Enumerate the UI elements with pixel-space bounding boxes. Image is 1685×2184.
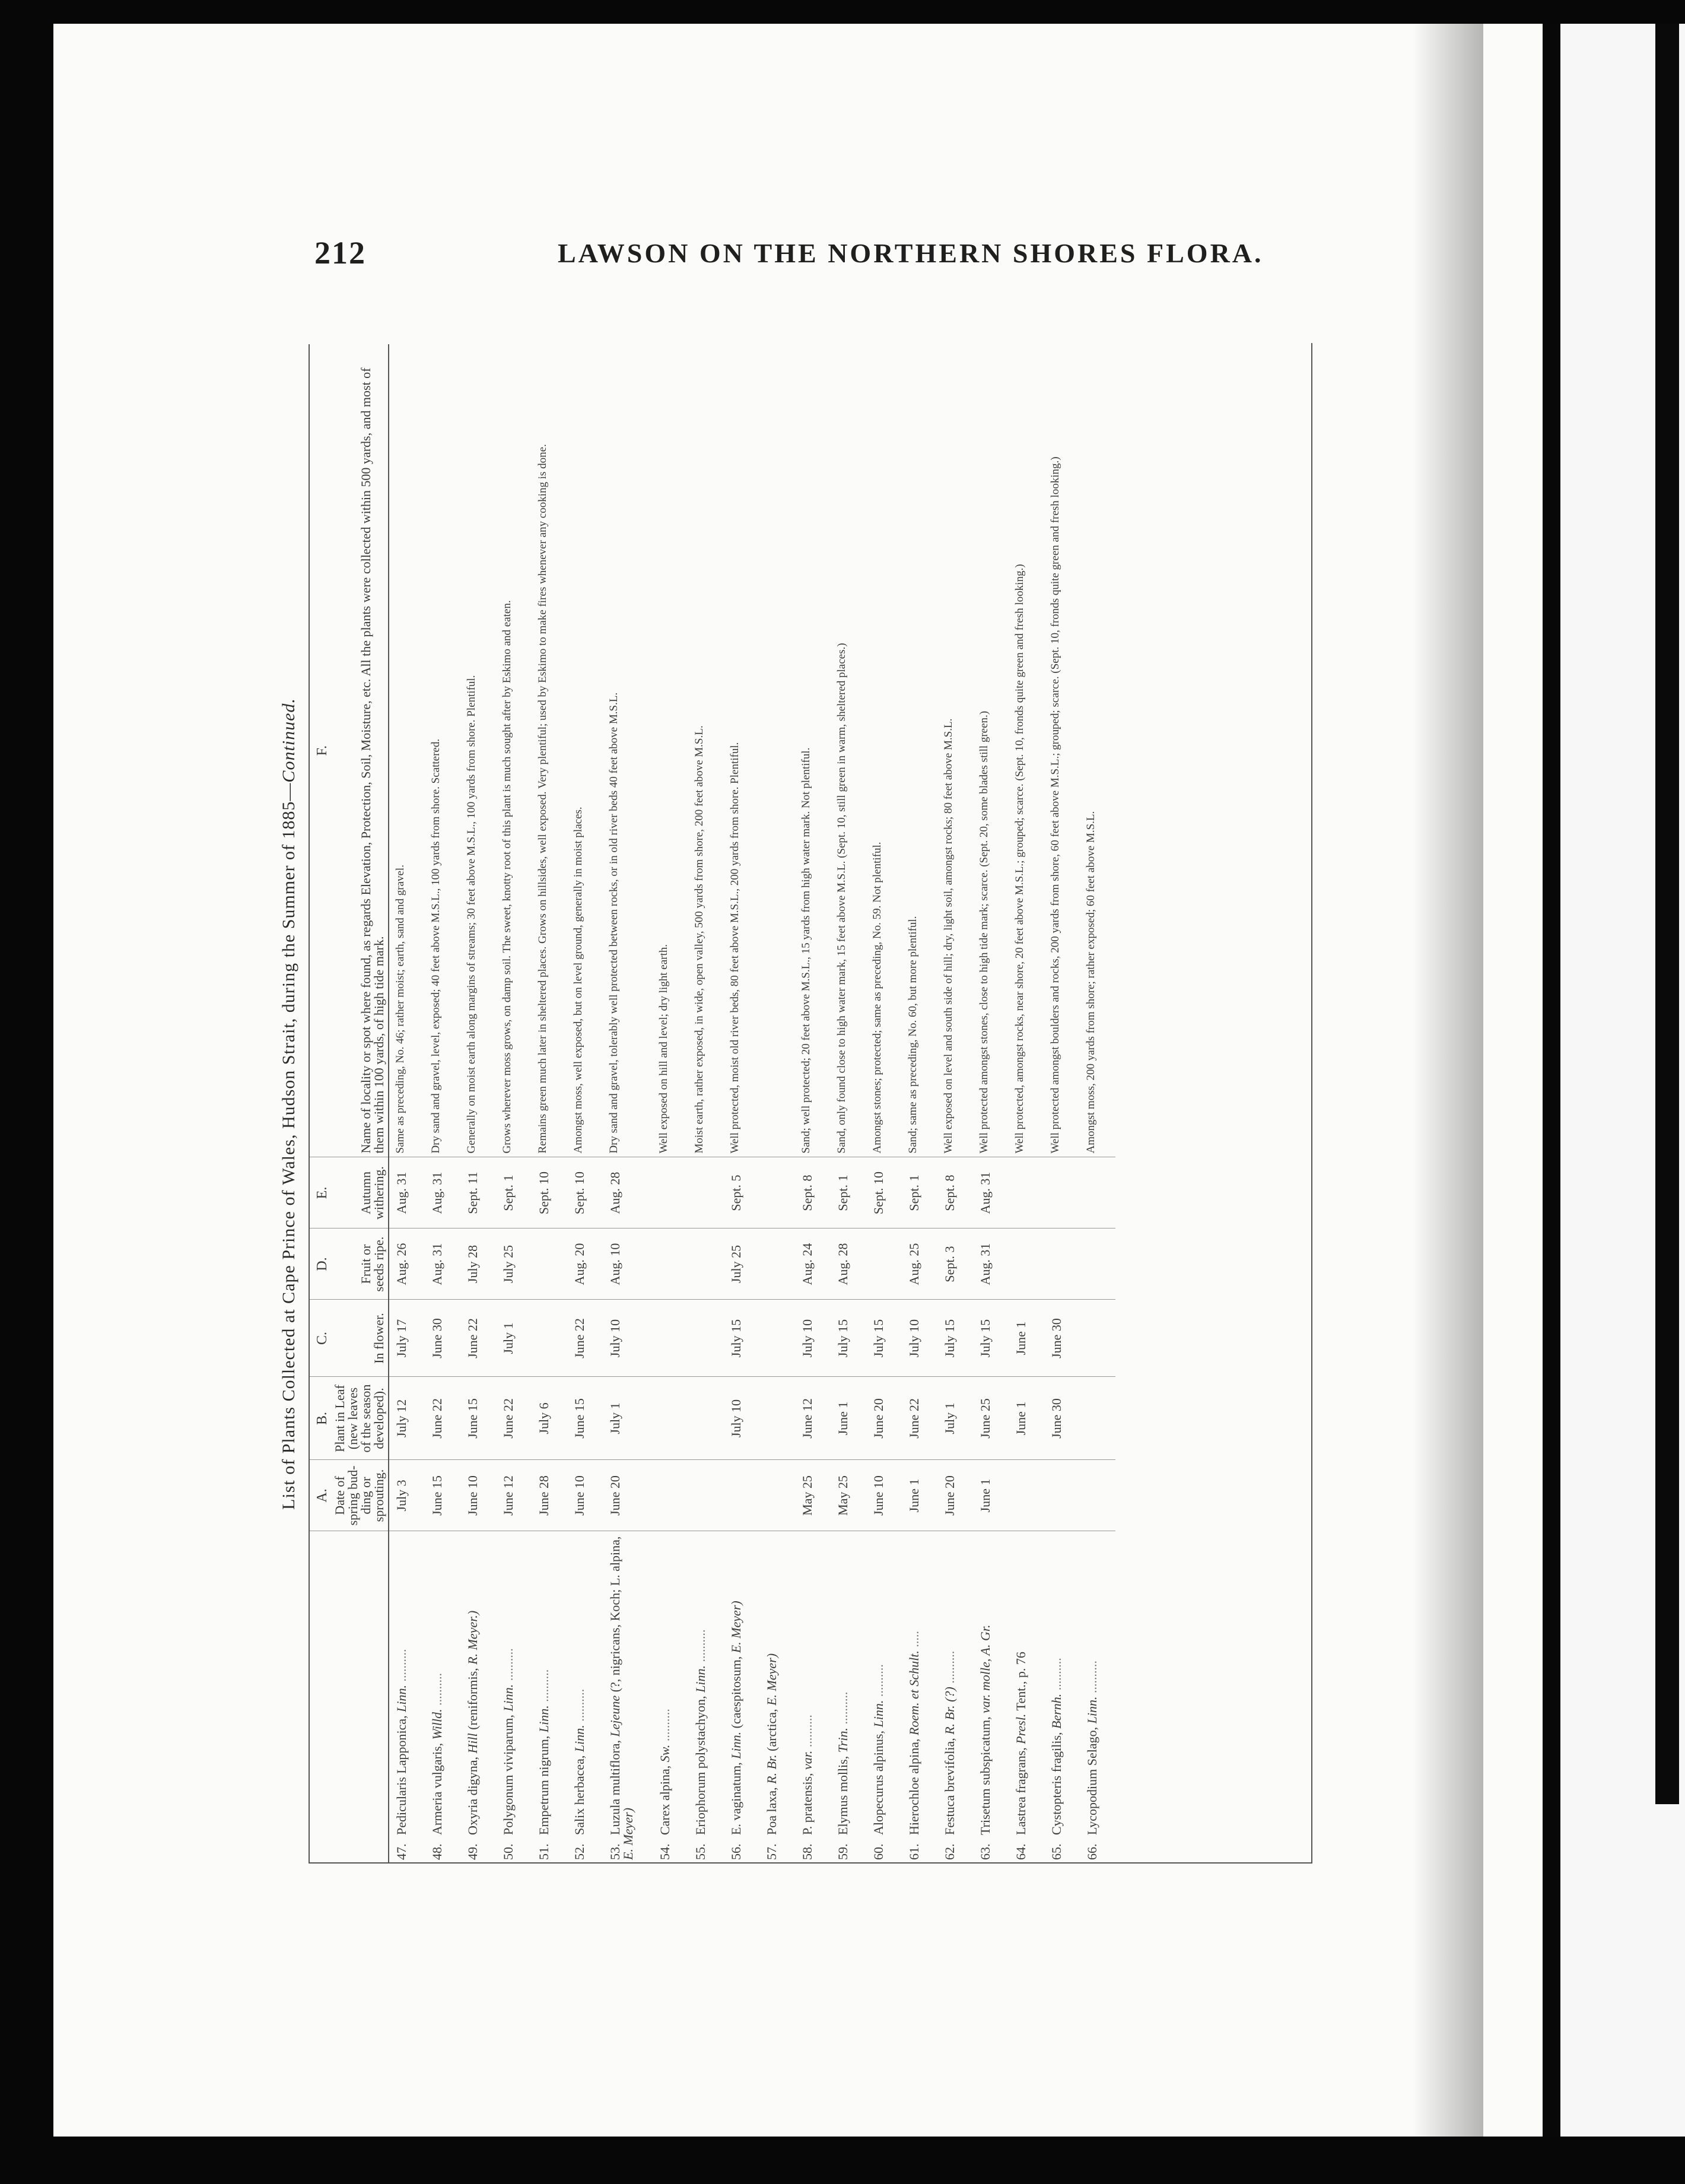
cell-e: [1044, 1157, 1080, 1228]
cell-d: [759, 1228, 795, 1300]
page-number: 212: [314, 235, 366, 271]
plant-author: Linn.: [536, 1705, 551, 1733]
cell-a: June 1: [973, 1460, 1009, 1531]
plant-author: Trin.: [835, 1728, 850, 1753]
plant-author: Presl.: [1013, 1713, 1028, 1744]
table-row: [724, 344, 759, 1864]
cell-f: Amongst stones; protected; same as preceding, No. 59. Not plentiful.: [866, 344, 902, 1157]
row-number: 58.: [800, 1843, 815, 1860]
header-letter-d: D.: [309, 1228, 331, 1300]
plant-author: Linn.: [871, 1700, 886, 1728]
cell-b: [688, 1377, 724, 1460]
cell-b: July 1: [937, 1377, 973, 1460]
table-row: [902, 344, 937, 1864]
cell-b: June 30: [1044, 1377, 1080, 1460]
cell-b: June 12: [795, 1377, 831, 1460]
cell-f: Well exposed on hill and level; dry light earth.: [653, 344, 688, 1157]
plants-table: [309, 344, 1115, 1864]
plant-author: Hill: [465, 1733, 480, 1754]
cell-a: [759, 1460, 795, 1531]
plant-author: Bernh.: [1049, 1693, 1064, 1729]
row-number: 53.: [608, 1843, 622, 1860]
cell-b: June 20: [866, 1377, 902, 1460]
cell-e: Sept. 8: [795, 1157, 831, 1228]
cell-f: Same as preceding, No. 46; rather moist; earth, sand and gravel.: [389, 344, 425, 1157]
row-number: 59.: [835, 1843, 850, 1860]
plant-synonym: (?, nigricans, Koch; L. alpina,: [608, 1536, 622, 1693]
row-number: 52.: [572, 1843, 587, 1860]
cell-b: June 22: [425, 1377, 460, 1460]
cell-e: [1080, 1157, 1115, 1228]
cell-b: July 6: [532, 1377, 567, 1460]
cell-f: Well exposed on level and south side of hill; dry, light soil, amongst rocks; 80 feet above M.S.L.: [937, 344, 973, 1157]
cell-d: July 25: [496, 1228, 532, 1300]
table-row: [937, 344, 973, 1864]
table-header: [309, 344, 389, 1864]
plant-name-cell: [973, 1531, 1009, 1864]
plant-name: Lycopodium Selago,: [1085, 1726, 1099, 1835]
cell-b: June 15: [460, 1377, 496, 1460]
row-number: 60.: [871, 1843, 886, 1860]
cell-d: Aug. 10: [603, 1228, 653, 1300]
cell-d: [1044, 1228, 1080, 1300]
cell-d: Aug. 28: [831, 1228, 866, 1300]
cell-b: July 10: [724, 1377, 759, 1460]
cell-f: Well protected, amongst rocks, near shore, 20 feet above M.S.L.; grouped; scarce. (Sept. 10, fronds quite green and fresh looking.): [1009, 344, 1044, 1157]
plant-author: Linn.: [394, 1685, 409, 1712]
cell-e: [688, 1157, 724, 1228]
plant-name-cell: 58.P. pratensis, var. ..........: [800, 1715, 815, 1860]
cell-e: Sept. 10: [866, 1157, 902, 1228]
plant-name-cell: 62.Festuca brevifolia, R. Br. (?) ..........: [942, 1650, 957, 1860]
cell-d: [532, 1228, 567, 1300]
cell-b: June 22: [902, 1377, 937, 1460]
header-letter-a: A.: [309, 1460, 331, 1531]
cell-f: Well protected amongst boulders and rocks, 200 yards from shore, 60 feet above M.S.L.; grouped; scarce. (Sept. 10, fronds quite green and fresh looking.): [1044, 344, 1080, 1157]
row-number: 50.: [501, 1843, 516, 1860]
cell-a: June 10: [460, 1460, 496, 1531]
table-row: [1009, 344, 1044, 1864]
cell-f: Sand, only found close to high water mark, 15 feet above M.S.L. (Sept. 10, still green in warm, sheltered places.): [831, 344, 866, 1157]
cell-f: Sand; well protected; 20 feet above M.S.L., 15 yards from high water mark. Not plentiful.: [795, 344, 831, 1157]
cell-e: [759, 1157, 795, 1228]
plant-name-cell: [759, 1531, 795, 1864]
row-number: 55.: [693, 1843, 708, 1860]
plant-name: Festuca brevifolia,: [942, 1738, 957, 1835]
cell-f: Generally on moist earth along margins of streams; 30 feet above M.S.L., 100 yards from shore. Plentiful.: [460, 344, 496, 1157]
plant-author: Linn.: [729, 1731, 743, 1759]
plant-author: R. Br.: [764, 1754, 779, 1784]
header-b: Plant in Leaf (new leaves of the season developed).: [331, 1377, 389, 1460]
cell-f: Remains green much later in sheltered places. Grows on hillsides, well exposed. Very plentiful; used by Eskimo to make fires whenever any cooking is done.: [532, 344, 567, 1157]
plant-name: P. pratensis,: [800, 1773, 815, 1835]
cell-d: July 28: [460, 1228, 496, 1300]
cell-a: [1080, 1460, 1115, 1531]
row-number: 56.: [729, 1843, 743, 1860]
table-caption: [279, 344, 299, 1864]
cell-a: June 10: [567, 1460, 603, 1531]
cell-e: Aug. 28: [603, 1157, 653, 1228]
cell-f: Sand; same as preceding, No. 60, but more plentiful.: [902, 344, 937, 1157]
cell-b: June 1: [1009, 1377, 1044, 1460]
cell-c: June 22: [567, 1300, 603, 1377]
table-body: [389, 344, 1115, 1864]
cell-b: June 15: [567, 1377, 603, 1460]
cell-c: July 15: [973, 1300, 1009, 1377]
cell-d: Aug. 25: [902, 1228, 937, 1300]
cell-c: July 15: [866, 1300, 902, 1377]
plant-author: R. Br. (?): [942, 1687, 957, 1735]
header-c: In flower.: [331, 1300, 389, 1377]
plant-name: Armeria vulgaris,: [430, 1742, 444, 1835]
plant-name-cell: [460, 1531, 496, 1864]
cell-a: June 15: [425, 1460, 460, 1531]
cell-f: Dry sand and gravel, tolerably well protected between rocks, or in old river beds 40 feet above M.S.L.: [603, 344, 653, 1157]
table-row: [567, 344, 603, 1864]
header-blank-2: [331, 1531, 389, 1864]
cell-b: July 1: [603, 1377, 653, 1460]
plant-name: Trisetum subspicatum,: [978, 1716, 993, 1835]
plant-name: Elymus mollis,: [835, 1756, 850, 1835]
cell-d: [1080, 1228, 1115, 1300]
cell-b: July 12: [389, 1377, 425, 1460]
cell-e: Sept. 10: [532, 1157, 567, 1228]
cell-c: [688, 1300, 724, 1377]
cell-b: June 22: [496, 1377, 532, 1460]
plant-name: Lastrea fragrans,: [1013, 1747, 1028, 1835]
header-blank: [309, 1531, 331, 1864]
row-number: 61.: [907, 1843, 921, 1860]
plant-synonym: Tent., p. 76: [1013, 1652, 1028, 1711]
cell-a: [688, 1460, 724, 1531]
cell-a: July 3: [389, 1460, 425, 1531]
plant-synonym: (reniformis,: [465, 1668, 480, 1730]
plant-author: Roem. et Schult.: [907, 1650, 921, 1735]
cell-e: Sept. 5: [724, 1157, 759, 1228]
cell-e: Sept. 1: [496, 1157, 532, 1228]
plant-name-cell: 47.Pedicularis Lapponica, Linn. ..........: [394, 1649, 409, 1860]
plant-name-cell: 61.Hierochloe alpina, Roem. et Schult. .....: [907, 1631, 921, 1860]
cell-b: June 1: [831, 1377, 866, 1460]
cell-e: Sept. 10: [567, 1157, 603, 1228]
plant-name: Oxyria digyna,: [465, 1757, 480, 1835]
row-number: 66.: [1085, 1843, 1099, 1860]
plant-name-cell: [603, 1531, 653, 1864]
cell-e: [1009, 1157, 1044, 1228]
table-row: [496, 344, 532, 1864]
cell-f: Grows wherever moss grows, on damp soil. The sweet, knotty root of this plant is much sought after by Eskimo and eaten.: [496, 344, 532, 1157]
table-row: [532, 344, 567, 1864]
cell-f: Well protected, moist old river beds, 80 feet above M.S.L., 200 yards from shore. Plentiful.: [724, 344, 759, 1157]
cell-c: July 10: [795, 1300, 831, 1377]
row-number: 48.: [430, 1843, 444, 1860]
cell-f: Moist earth, rather exposed, in wide, open valley, 500 yards from shore, 200 feet above M.S.L.: [688, 344, 724, 1157]
cell-c: July 15: [937, 1300, 973, 1377]
cell-e: Sept. 1: [831, 1157, 866, 1228]
cell-c: July 10: [902, 1300, 937, 1377]
plant-name-cell: 51.Empetrum nigrum, Linn. ..........: [536, 1669, 551, 1860]
plant-name: Alopecurus alpinus,: [871, 1731, 886, 1835]
cell-a: [1009, 1460, 1044, 1531]
cell-f: Amongst moss, well exposed, but on level ground, generally in moist places.: [567, 344, 603, 1157]
plant-author: Linn.: [1085, 1696, 1099, 1724]
cell-d: Aug. 24: [795, 1228, 831, 1300]
plant-name-cell: 55.Eriophorum polystachyon, Linn. ..........: [693, 1629, 708, 1860]
cell-f: [759, 344, 795, 1157]
cell-c: July 15: [724, 1300, 759, 1377]
cell-a: [653, 1460, 688, 1531]
cell-d: July 25: [724, 1228, 759, 1300]
row-number: 64.: [1013, 1843, 1028, 1860]
plant-author: Lejeune: [608, 1695, 622, 1737]
plant-name-cell: 52.Salix herbacea, Linn. ..........: [572, 1688, 587, 1860]
cell-d: Aug. 26: [389, 1228, 425, 1300]
row-number: 47.: [394, 1843, 409, 1860]
table-row: [688, 344, 724, 1864]
cell-d: [866, 1228, 902, 1300]
table-row: [866, 344, 902, 1864]
cell-d: Aug. 31: [973, 1228, 1009, 1300]
table-row: [603, 344, 653, 1864]
plant-author: Sw.: [657, 1744, 672, 1763]
cell-b: [653, 1377, 688, 1460]
cell-c: July 1: [496, 1300, 532, 1377]
plant-name: Poa laxa,: [764, 1787, 779, 1835]
plant-synonym-author: E. Meyer): [729, 1601, 743, 1653]
cell-a: June 1: [902, 1460, 937, 1531]
cell-d: [688, 1228, 724, 1300]
plant-name: Cystopteris fragilis,: [1049, 1732, 1064, 1835]
row-number: 54.: [657, 1843, 672, 1860]
plant-name-cell: 48.Armeria vulgaris, Willd. ..........: [430, 1672, 444, 1860]
cell-a: [1044, 1460, 1080, 1531]
cell-a: [724, 1460, 759, 1531]
row-number: 57.: [764, 1843, 779, 1860]
table-row: [795, 344, 831, 1864]
cell-d: Aug. 31: [425, 1228, 460, 1300]
caption-continued: Continued.: [279, 698, 298, 783]
plant-synonym: (arctica,: [764, 1709, 779, 1751]
plant-name: Carex alpina,: [657, 1765, 672, 1835]
plant-synonym: (caespitosum,: [729, 1656, 743, 1729]
cell-f: Dry sand and gravel, level, exposed; 40 feet above M.S.L., 100 yards from shore. Scattered.: [425, 344, 460, 1157]
plant-author: var. molle, A. Gr.: [978, 1624, 993, 1713]
cell-b: June 25: [973, 1377, 1009, 1460]
cell-c: June 1: [1009, 1300, 1044, 1377]
rotated-table-block: [279, 344, 1323, 1864]
plant-author: Linn.: [501, 1684, 516, 1712]
cell-c: [532, 1300, 567, 1377]
plant-name-cell: [724, 1531, 759, 1864]
plant-name: Salix herbacea,: [572, 1755, 587, 1835]
plant-name-cell: 50.Polygonum viviparum, Linn. ..........: [501, 1648, 516, 1860]
cell-e: Sept. 11: [460, 1157, 496, 1228]
header-e: Autumn withering.: [331, 1157, 389, 1228]
plant-synonym-author: E. Meyer): [764, 1653, 779, 1706]
plant-author: Willd.: [430, 1709, 444, 1740]
cell-c: July 17: [389, 1300, 425, 1377]
table-row: [831, 344, 866, 1864]
running-head: LAWSON ON THE NORTHERN SHORES FLORA.: [558, 238, 1264, 268]
header-f: Name of locality or spot where found, as regards Elevation, Protection, Soil, Moisture, etc. All the plants were collected within 500 yards, and most of them within 100 yards, of high tide mark.: [331, 344, 389, 1157]
plant-author: var.: [800, 1750, 815, 1770]
plant-name-cell: 66.Lycopodium Selago, Linn. ..........: [1085, 1661, 1099, 1860]
table-row: [389, 344, 425, 1864]
cell-a: May 25: [795, 1460, 831, 1531]
plant-name: Pedicularis Lapponica,: [394, 1715, 409, 1835]
cell-a: June 10: [866, 1460, 902, 1531]
plant-name-cell: 59.Elymus mollis, Trin. ..........: [835, 1691, 850, 1860]
cell-a: June 20: [937, 1460, 973, 1531]
cell-c: [1080, 1300, 1115, 1377]
cell-f: Well protected amongst stones, close to high tide mark; scarce. (Sept. 20, some blades still green.): [973, 344, 1009, 1157]
plant-name: Polygonum viviparum,: [501, 1715, 516, 1835]
row-number: 49.: [465, 1843, 480, 1860]
cell-c: July 15: [831, 1300, 866, 1377]
cell-a: June 12: [496, 1460, 532, 1531]
cell-d: Aug. 20: [567, 1228, 603, 1300]
table-row: [1080, 344, 1115, 1864]
row-number: 65.: [1049, 1843, 1064, 1860]
plant-synonym-author: R. Meyer.): [465, 1610, 480, 1665]
cell-d: [653, 1228, 688, 1300]
table-row: [759, 344, 795, 1864]
cell-b: [759, 1377, 795, 1460]
plant-author: Linn.: [693, 1665, 708, 1693]
cell-c: June 22: [460, 1300, 496, 1377]
cell-f: Amongst moss, 200 yards from shore; rather exposed; 60 feet above M.S.L.: [1080, 344, 1115, 1157]
plant-synonym-author: E. Meyer): [621, 1808, 635, 1860]
cell-b: [1080, 1377, 1115, 1460]
plant-name: Eriophorum polystachyon,: [693, 1696, 708, 1835]
gutter-shadow: [1412, 24, 1483, 2137]
header-letter-e: E.: [309, 1157, 331, 1228]
cell-d: Sept. 3: [937, 1228, 973, 1300]
cell-e: Sept. 8: [937, 1157, 973, 1228]
table-row: [1044, 344, 1080, 1864]
cell-c: June 30: [1044, 1300, 1080, 1377]
table-row: [653, 344, 688, 1864]
table-row: [973, 344, 1009, 1864]
cell-a: June 20: [603, 1460, 653, 1531]
plant-name-cell: 65.Cystopteris fragilis, Bernh. ..........: [1049, 1658, 1064, 1860]
header-a: Date of spring bud-ding or sprouting.: [331, 1460, 389, 1531]
header-letter-f: F.: [309, 344, 331, 1157]
cell-e: Sept. 1: [902, 1157, 937, 1228]
plant-name-cell: [1009, 1531, 1044, 1864]
table-row: [425, 344, 460, 1864]
cell-a: June 28: [532, 1460, 567, 1531]
cell-c: [759, 1300, 795, 1377]
cell-c: July 10: [603, 1300, 653, 1377]
cell-c: June 30: [425, 1300, 460, 1377]
row-number: 51.: [536, 1843, 551, 1860]
caption-text: List of Plants Collected at Cape Prince of Wales, Hudson Strait, during the Summer of 1885—: [279, 782, 298, 1510]
header-letter-c: C.: [309, 1300, 331, 1377]
plant-name-cell: 60.Alopecurus alpinus, Linn. ..........: [871, 1664, 886, 1860]
cell-e: [653, 1157, 688, 1228]
cell-a: May 25: [831, 1460, 866, 1531]
plant-author: Linn.: [572, 1725, 587, 1753]
table-row: [460, 344, 496, 1864]
plant-name: E. vaginatum,: [729, 1762, 743, 1835]
plant-name: Hierochloe alpina,: [907, 1738, 921, 1835]
row-number: 63.: [978, 1843, 993, 1860]
cell-d: [1009, 1228, 1044, 1300]
cell-e: Aug. 31: [973, 1157, 1009, 1228]
plant-name: Luzula multiflora,: [608, 1739, 622, 1835]
facing-page-border: [1655, 24, 1679, 1804]
header-d: Fruit or seeds ripe.: [331, 1228, 389, 1300]
plant-name-cell: 54.Carex alpina, Sw. ..........: [657, 1709, 672, 1860]
plant-name: Empetrum nigrum,: [536, 1735, 551, 1835]
row-number: 62.: [942, 1843, 957, 1860]
cell-e: Aug. 31: [425, 1157, 460, 1228]
cell-c: [653, 1300, 688, 1377]
header-letter-b: B.: [309, 1377, 331, 1460]
cell-e: Aug. 31: [389, 1157, 425, 1228]
